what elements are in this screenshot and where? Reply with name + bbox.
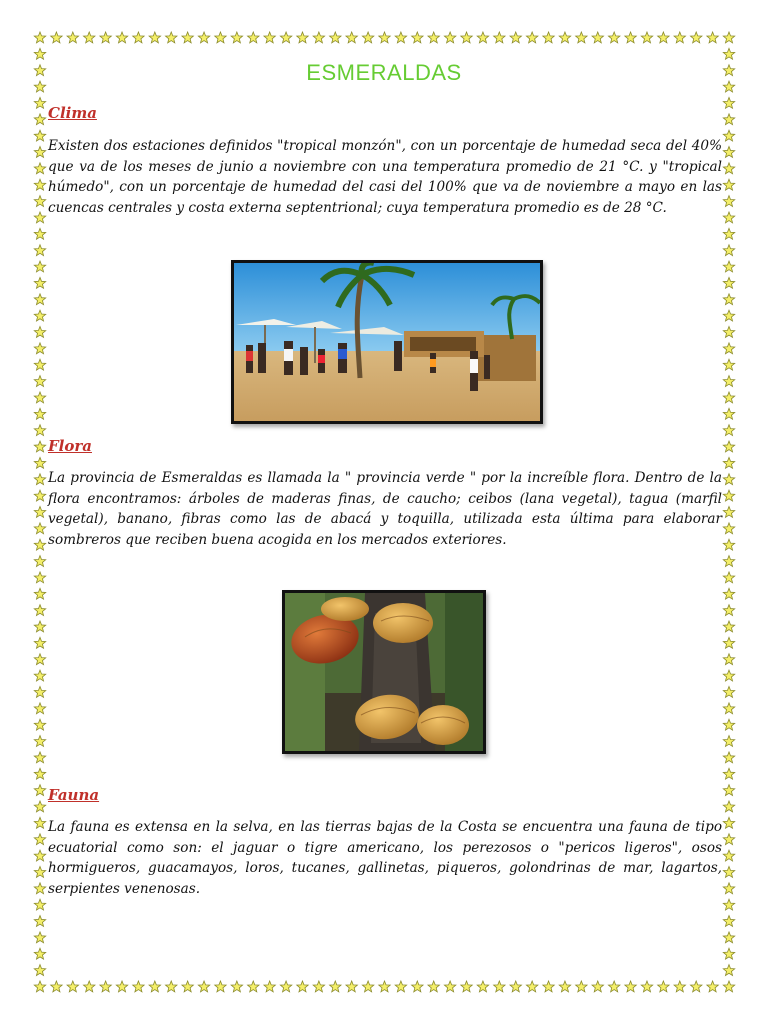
star-icon: [723, 392, 734, 403]
star-icon: [133, 32, 144, 43]
star-icon: [608, 32, 619, 43]
star-icon: [346, 981, 357, 992]
star-icon: [576, 981, 587, 992]
star-icon: [264, 32, 275, 43]
star-icon: [723, 588, 734, 599]
star-icon: [723, 703, 734, 714]
star-icon: [723, 572, 734, 583]
star-icon: [34, 228, 45, 239]
star-icon: [723, 408, 734, 419]
star-icon: [428, 981, 439, 992]
star-icon: [723, 965, 734, 976]
star-icon: [313, 32, 324, 43]
heading-fauna: Fauna: [48, 786, 100, 804]
star-icon: [608, 981, 619, 992]
star-icon: [67, 981, 78, 992]
star-icon: [166, 981, 177, 992]
star-icon: [346, 32, 357, 43]
star-icon: [34, 294, 45, 305]
star-icon: [723, 899, 734, 910]
star-icon: [34, 376, 45, 387]
star-icon: [34, 261, 45, 272]
star-icon: [723, 785, 734, 796]
star-icon: [34, 801, 45, 812]
cacao-photo: [282, 590, 486, 754]
star-icon: [723, 245, 734, 256]
star-icon: [723, 866, 734, 877]
star-icon: [510, 981, 521, 992]
paragraph-fauna: La fauna es extensa en la selva, en las tierras bajas de la Costa se encuentra una fauna de tipo ecuatorial como son: el jaguar o tigre americano, los perezosos o "pericos ligeros", osos hormigueros, guacamayos, loros, tucanes, gallinetas, piqueros, golondrinas de mar, lagartos, serpientes venenosas.: [48, 819, 722, 897]
star-icon: [526, 32, 537, 43]
star-icon: [264, 981, 275, 992]
star-icon: [34, 572, 45, 583]
star-icon: [723, 507, 734, 518]
star-icon: [723, 359, 734, 370]
star-icon: [723, 801, 734, 812]
star-icon: [34, 752, 45, 763]
star-icon: [34, 359, 45, 370]
star-icon: [34, 245, 45, 256]
star-icon: [149, 32, 160, 43]
star-icon: [34, 32, 45, 43]
star-icon: [297, 981, 308, 992]
star-icon: [182, 981, 193, 992]
star-icon: [34, 736, 45, 747]
star-icon: [379, 32, 390, 43]
star-icon: [34, 768, 45, 779]
star-icon: [723, 425, 734, 436]
star-icon: [231, 981, 242, 992]
star-icon: [723, 752, 734, 763]
star-icon: [34, 834, 45, 845]
star-icon: [658, 32, 669, 43]
star-icon: [723, 490, 734, 501]
star-icon: [723, 817, 734, 828]
star-icon: [34, 523, 45, 534]
star-icon: [231, 32, 242, 43]
star-icon: [34, 621, 45, 632]
star-icon: [34, 343, 45, 354]
star-icon: [641, 981, 652, 992]
star-icon: [723, 212, 734, 223]
star-icon: [34, 817, 45, 828]
star-icon: [34, 408, 45, 419]
star-icon: [723, 916, 734, 927]
star-icon: [428, 32, 439, 43]
star-icon: [723, 768, 734, 779]
star-icon: [723, 883, 734, 894]
star-icon: [543, 32, 554, 43]
star-icon: [723, 376, 734, 387]
star-icon: [34, 588, 45, 599]
star-icon: [723, 932, 734, 943]
star-icon: [690, 981, 701, 992]
star-icon: [34, 899, 45, 910]
star-icon: [494, 981, 505, 992]
star-icon: [149, 981, 160, 992]
star-icon: [543, 981, 554, 992]
star-icon: [510, 32, 521, 43]
star-icon: [34, 97, 45, 108]
star-icon: [34, 327, 45, 338]
star-icon: [412, 32, 423, 43]
star-icon: [707, 32, 718, 43]
star-icon: [34, 310, 45, 321]
star-icon: [34, 981, 45, 992]
star-icon: [116, 981, 127, 992]
star-icon: [723, 686, 734, 697]
star-icon: [34, 703, 45, 714]
star-icon: [625, 981, 636, 992]
star-icon: [34, 719, 45, 730]
star-icon: [166, 32, 177, 43]
star-icon: [690, 32, 701, 43]
star-icon: [592, 981, 603, 992]
star-icon: [34, 785, 45, 796]
star-icon: [34, 556, 45, 567]
star-icon: [674, 981, 685, 992]
star-icon: [34, 605, 45, 616]
star-icon: [723, 981, 734, 992]
star-icon: [461, 981, 472, 992]
star-icon: [723, 327, 734, 338]
star-icon: [723, 163, 734, 174]
star-icon: [84, 981, 95, 992]
star-icon: [723, 32, 734, 43]
star-icon: [641, 32, 652, 43]
star-icon: [707, 981, 718, 992]
star-icon: [198, 981, 209, 992]
star-icon: [34, 130, 45, 141]
star-icon: [313, 981, 324, 992]
star-icon: [330, 981, 341, 992]
star-icon: [34, 637, 45, 648]
star-icon: [34, 965, 45, 976]
star-icon: [723, 834, 734, 845]
star-icon: [592, 32, 603, 43]
star-icon: [723, 523, 734, 534]
star-icon: [412, 981, 423, 992]
star-icon: [395, 981, 406, 992]
star-icon: [34, 850, 45, 861]
star-icon: [723, 114, 734, 125]
star-icon: [723, 474, 734, 485]
star-icon: [34, 114, 45, 125]
star-icon: [723, 719, 734, 730]
star-icon: [477, 32, 488, 43]
star-icon: [379, 981, 390, 992]
star-icon: [84, 32, 95, 43]
star-icon: [34, 392, 45, 403]
star-icon: [723, 48, 734, 59]
star-icon: [723, 670, 734, 681]
star-icon: [723, 654, 734, 665]
star-icon: [723, 130, 734, 141]
star-icon: [215, 981, 226, 992]
star-icon: [494, 32, 505, 43]
star-icon: [34, 147, 45, 158]
star-icon: [723, 637, 734, 648]
star-icon: [116, 32, 127, 43]
star-icon: [723, 147, 734, 158]
star-icon: [723, 343, 734, 354]
star-icon: [576, 32, 587, 43]
star-icon: [215, 32, 226, 43]
star-icon: [34, 212, 45, 223]
star-icon: [625, 32, 636, 43]
star-icon: [67, 32, 78, 43]
star-icon: [330, 32, 341, 43]
star-icon: [51, 981, 62, 992]
star-icon: [34, 654, 45, 665]
star-icon: [559, 981, 570, 992]
star-icon: [723, 539, 734, 550]
star-icon: [723, 277, 734, 288]
star-icon: [34, 507, 45, 518]
star-icon: [51, 32, 62, 43]
star-icon: [34, 163, 45, 174]
star-icon: [723, 948, 734, 959]
star-icon: [395, 32, 406, 43]
star-icon: [34, 277, 45, 288]
star-icon: [674, 32, 685, 43]
star-icon: [658, 981, 669, 992]
star-icon: [362, 32, 373, 43]
star-icon: [526, 981, 537, 992]
star-icon: [723, 310, 734, 321]
star-icon: [182, 32, 193, 43]
star-icon: [34, 196, 45, 207]
star-icon: [34, 686, 45, 697]
star-icon: [723, 294, 734, 305]
star-icon: [198, 32, 209, 43]
star-icon: [100, 981, 111, 992]
star-icon: [34, 179, 45, 190]
heading-flora: Flora: [48, 437, 92, 455]
star-icon: [362, 981, 373, 992]
heading-clima: Clima: [48, 104, 97, 122]
star-icon: [34, 441, 45, 452]
star-icon: [248, 981, 259, 992]
star-icon: [100, 32, 111, 43]
star-icon: [723, 736, 734, 747]
star-icon: [34, 916, 45, 927]
star-icon: [34, 948, 45, 959]
star-icon: [461, 32, 472, 43]
star-icon: [723, 196, 734, 207]
star-icon: [34, 490, 45, 501]
star-icon: [444, 981, 455, 992]
star-icon: [34, 539, 45, 550]
star-icon: [280, 32, 291, 43]
paragraph-flora: La provincia de Esmeraldas es llamada la " provincia verde " por la increíble flora. Dentro de la flora encontramos: árboles de maderas finas, de caucho; ceibos (lana vegetal), tagua (marfil vegetal), banano, fibras como las de abacá y toquilla, utilizada esta última para elaborar sombreros que reciben buena acogida en los mercados exteriores.: [48, 470, 722, 548]
star-icon: [444, 32, 455, 43]
star-icon: [297, 32, 308, 43]
star-icon: [723, 605, 734, 616]
star-icon: [34, 457, 45, 468]
page-title: ESMERALDAS: [306, 60, 462, 85]
star-icon: [723, 457, 734, 468]
star-icon: [723, 556, 734, 567]
star-icon: [723, 621, 734, 632]
star-icon: [34, 932, 45, 943]
star-icon: [34, 670, 45, 681]
star-icon: [133, 981, 144, 992]
star-icon: [723, 179, 734, 190]
star-icon: [34, 474, 45, 485]
star-icon: [34, 425, 45, 436]
star-icon: [723, 97, 734, 108]
star-icon: [34, 883, 45, 894]
star-icon: [723, 261, 734, 272]
star-icon: [723, 228, 734, 239]
star-icon: [248, 32, 259, 43]
star-icon: [559, 32, 570, 43]
star-icon: [723, 441, 734, 452]
star-icon: [280, 981, 291, 992]
paragraph-clima: Existen dos estaciones definidos "tropical monzón", con un porcentaje de humedad seca del 40% que va de los meses de junio a noviembre con una temperatura promedio de 21 °C. y "tropical húmedo", con un porcentaje de humedad del casi del 100% que va de noviembre a mayo en las cuencas centrales y costa externa septentrional; cuya temperatura promedio es de 28 °C.: [48, 138, 722, 216]
beach-photo: [231, 260, 543, 424]
star-icon: [34, 48, 45, 59]
star-icon: [34, 866, 45, 877]
star-icon: [723, 850, 734, 861]
star-icon: [477, 981, 488, 992]
